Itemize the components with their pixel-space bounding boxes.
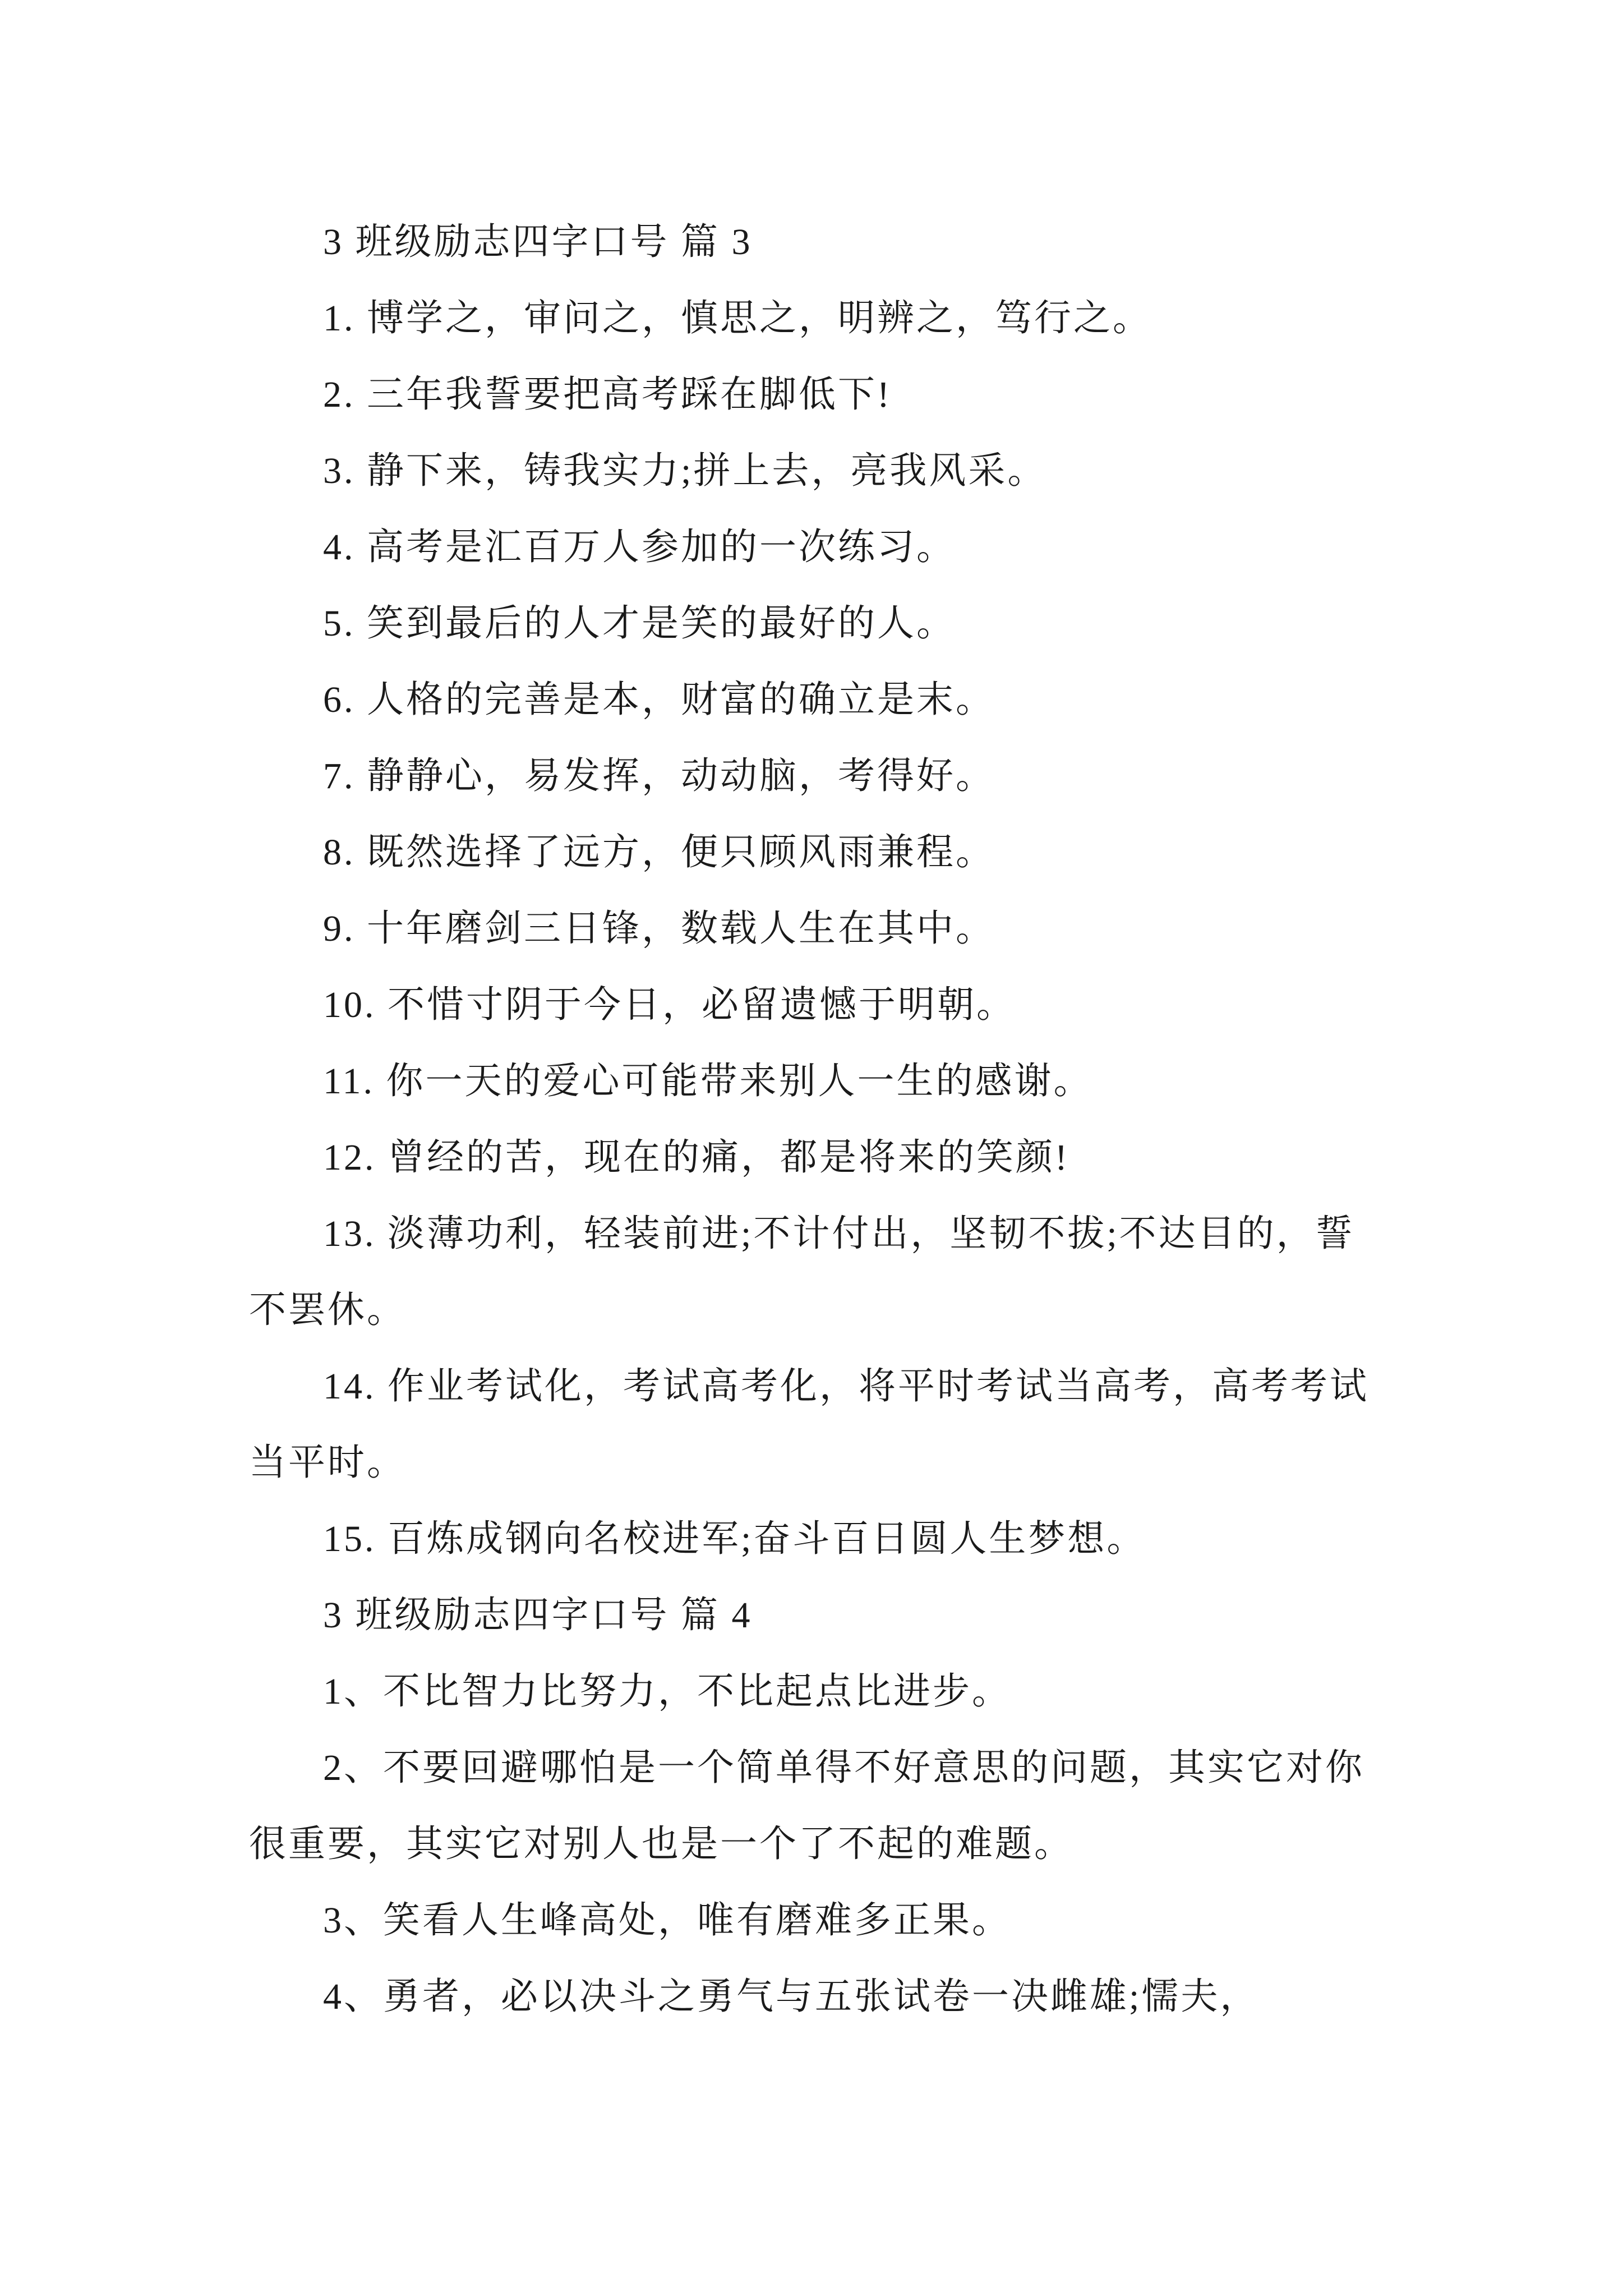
slogan-item: 10. 不惜寸阴于今日，必留遗憾于明朝。 — [323, 984, 1016, 1025]
slogan-item: 15. 百炼成钢向名校进军;奋斗百日圆人生梦想。 — [323, 1519, 1146, 1559]
slogan-item: 3、笑看人生峰高处，唯有磨难多正果。 — [323, 1900, 1011, 1941]
slogan-item: 9. 十年磨剑三日锋，数载人生在其中。 — [323, 908, 995, 949]
section-heading: 3 班级励志四字口号 篇 4 — [323, 1595, 753, 1636]
slogan-item: 13. 淡薄功利，轻装前进;不计付出，坚韧不拔;不达目的，誓不罢休。 — [249, 1213, 1355, 1331]
slogan-item: 11. 你一天的爱心可能带来别人一生的感谢。 — [323, 1061, 1093, 1102]
slogan-item: 7. 静静心，易发挥，动动脑，考得好。 — [323, 756, 995, 797]
slogan-item: 3. 静下来，铸我实力;拼上去，亮我风采。 — [323, 450, 1047, 491]
slogan-item: 12. 曾经的苦，现在的痛，都是将来的笑颜! — [323, 1137, 1069, 1178]
slogan-item: 14. 作业考试化，考试高考化，将平时考试当高考，高考考试当平时。 — [249, 1366, 1369, 1483]
slogan-item: 4、勇者，必以决斗之勇气与五张试卷一决雌雄;懦夫， — [323, 1976, 1260, 2017]
slogan-item: 2、不要回避哪怕是一个简单得不好意思的问题，其实它对你很重要，其实它对别人也是一个了不起的难题。 — [249, 1747, 1364, 1865]
slogan-item: 4. 高考是汇百万人参加的一次练习。 — [323, 527, 956, 568]
slogan-item: 2. 三年我誓要把高考踩在脚低下! — [323, 374, 892, 415]
slogan-item: 5. 笑到最后的人才是笑的最好的人。 — [323, 603, 956, 644]
document-body — [249, 204, 1391, 2035]
slogan-item: 8. 既然选择了远方，便只顾风雨兼程。 — [323, 832, 995, 873]
slogan-item: 1. 博学之，审问之，慎思之，明辨之，笃行之。 — [323, 298, 1152, 339]
slogan-item: 1、不比智力比努力，不比起点比进步。 — [323, 1671, 1011, 1712]
slogan-item: 6. 人格的完善是本，财富的确立是末。 — [323, 679, 995, 720]
section-heading: 3 班级励志四字口号 篇 3 — [323, 222, 753, 263]
